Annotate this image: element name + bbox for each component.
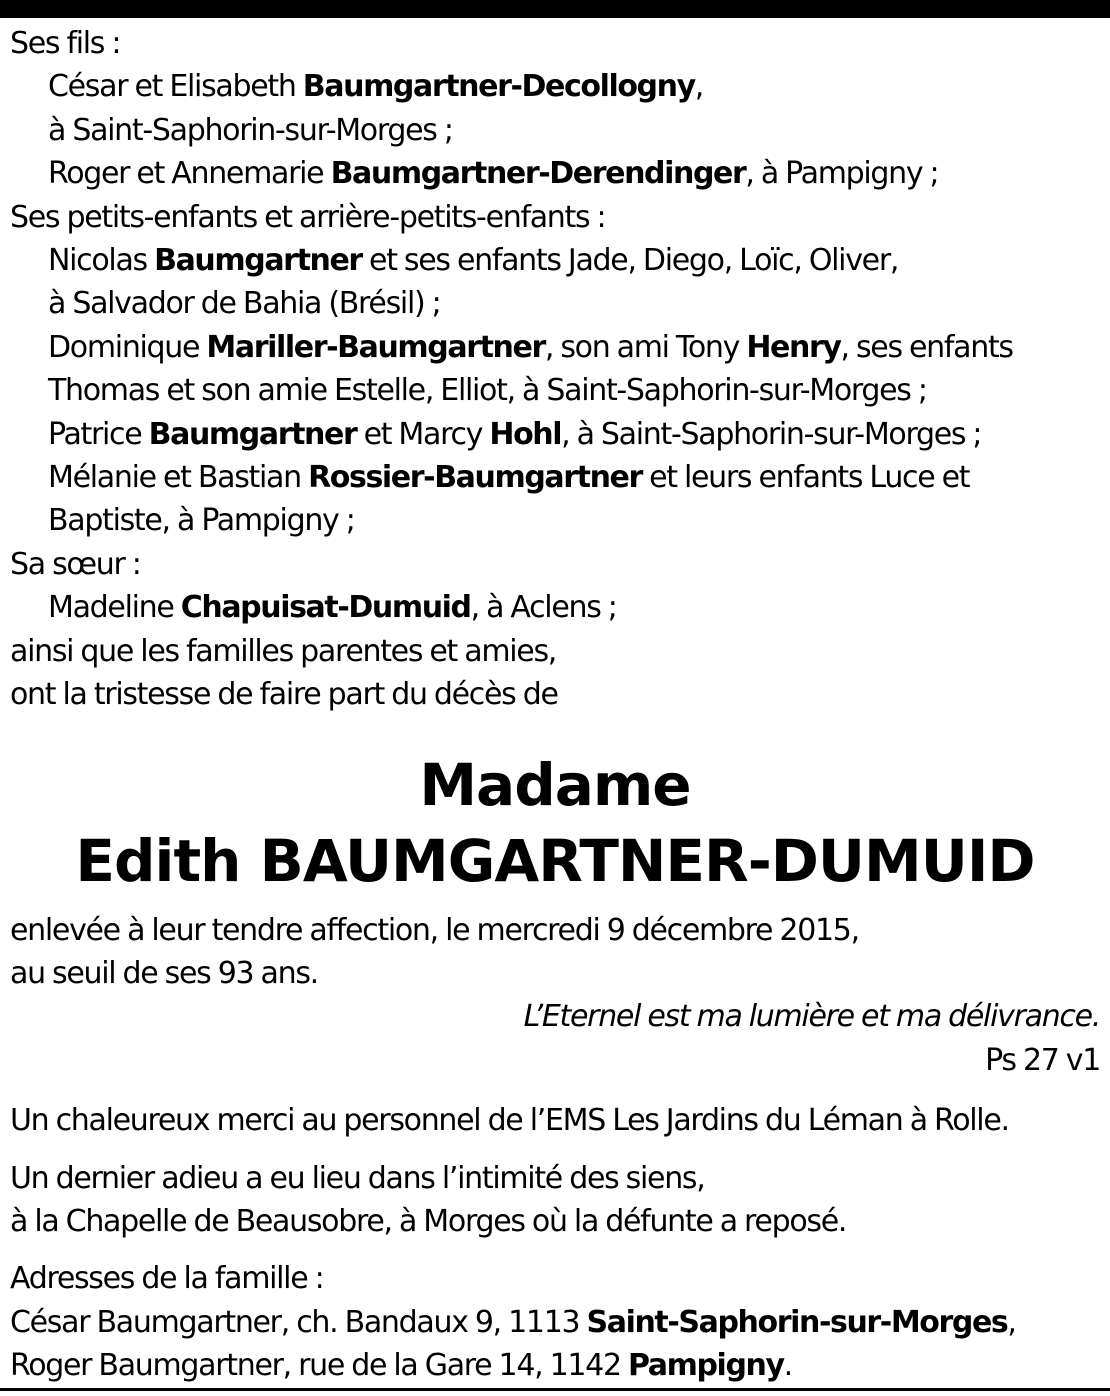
obituary-notice <box>10 22 1100 1388</box>
city-name: Saint-Saphorin-sur-Morges <box>586 1304 1008 1340</box>
grandchildren-line-5: Patrice Baumgartner et Marcy Hohl, à Saint-Saphorin-sur-Morges ; <box>48 416 982 452</box>
sons-line-2: à Saint-Saphorin-sur-Morges ; <box>48 112 453 148</box>
family-name: Baumgartner <box>148 416 357 452</box>
family-name: Henry <box>746 329 841 365</box>
family-name: Mariller-Baumgartner <box>206 329 545 365</box>
farewell-line-1: Un dernier adieu a eu lieu dans l’intimité des siens, <box>10 1160 705 1196</box>
grandchildren-line-6: Mélanie et Bastian Rossier-Baumgartner et leurs enfants Luce et <box>48 460 970 496</box>
grandchildren-line-2: à Salvador de Bahia (Brésil) ; <box>48 286 441 322</box>
family-name: Baumgartner <box>154 243 362 279</box>
deceased-name: Edith BAUMGARTNER-DUMUID <box>75 826 1035 895</box>
sons-line-1: César et Elisabeth Baumgartner-Decollogny, <box>48 69 703 105</box>
family-name: Baumgartner-Derendinger <box>330 156 746 192</box>
bottom-rule <box>0 1388 1110 1391</box>
closing-line-1: ainsi que les familles parentes et amies, <box>10 633 557 669</box>
death-line-1: enlevée à leur tendre affection, le mercredi 9 décembre 2015, <box>10 912 859 948</box>
sons-heading: Ses fils : <box>10 26 121 61</box>
deceased-title: Madame <box>419 750 691 819</box>
top-rule <box>0 0 1110 18</box>
grandchildren-line-3: Dominique Mariller-Baumgartner, son ami Tony Henry, ses enfants <box>48 329 1013 365</box>
address-line-1: César Baumgartner, ch. Bandaux 9, 1113 Saint-Saphorin-sur-Morges, <box>10 1304 1016 1340</box>
family-name: Chapuisat-Dumuid <box>180 590 471 626</box>
addresses-heading: Adresses de la famille : <box>10 1261 324 1297</box>
grandchildren-line-7: Baptiste, à Pampigny ; <box>48 503 355 539</box>
bible-verse: L’Eternel est ma lumière et ma délivrance. <box>523 999 1100 1035</box>
grandchildren-line-1: Nicolas Baumgartner et ses enfants Jade, Diego, Loïc, Oliver, <box>48 243 899 279</box>
verse-reference: Ps 27 v1 <box>985 1042 1100 1078</box>
family-name: Rossier-Baumgartner <box>308 460 642 496</box>
closing-line-2: ont la tristesse de faire part du décès de <box>10 677 558 713</box>
grandchildren-heading: Ses petits-enfants et arrière-petits-enfants : <box>10 199 606 235</box>
thanks-line: Un chaleureux merci au personnel de l’EMS Les Jardins du Léman à Rolle. <box>10 1103 1009 1139</box>
address-line-2: Roger Baumgartner, rue de la Gare 14, 1142 Pampigny. <box>10 1348 792 1384</box>
farewell-line-2: à la Chapelle de Beausobre, à Morges où la défunte a reposé. <box>10 1203 847 1239</box>
death-line-2: au seuil de ses 93 ans. <box>10 955 318 991</box>
sister-line-1: Madeline Chapuisat-Dumuid, à Aclens ; <box>48 590 617 626</box>
family-name: Baumgartner-Decollogny <box>302 69 695 105</box>
grandchildren-line-4: Thomas et son amie Estelle, Elliot, à Saint-Saphorin-sur-Morges ; <box>48 373 927 409</box>
sister-heading: Sa sœur : <box>10 546 141 582</box>
sons-line-3: Roger et Annemarie Baumgartner-Derendinger, à Pampigny ; <box>48 156 939 192</box>
family-name: Hohl <box>489 416 562 452</box>
city-name: Pampigny <box>628 1348 784 1384</box>
